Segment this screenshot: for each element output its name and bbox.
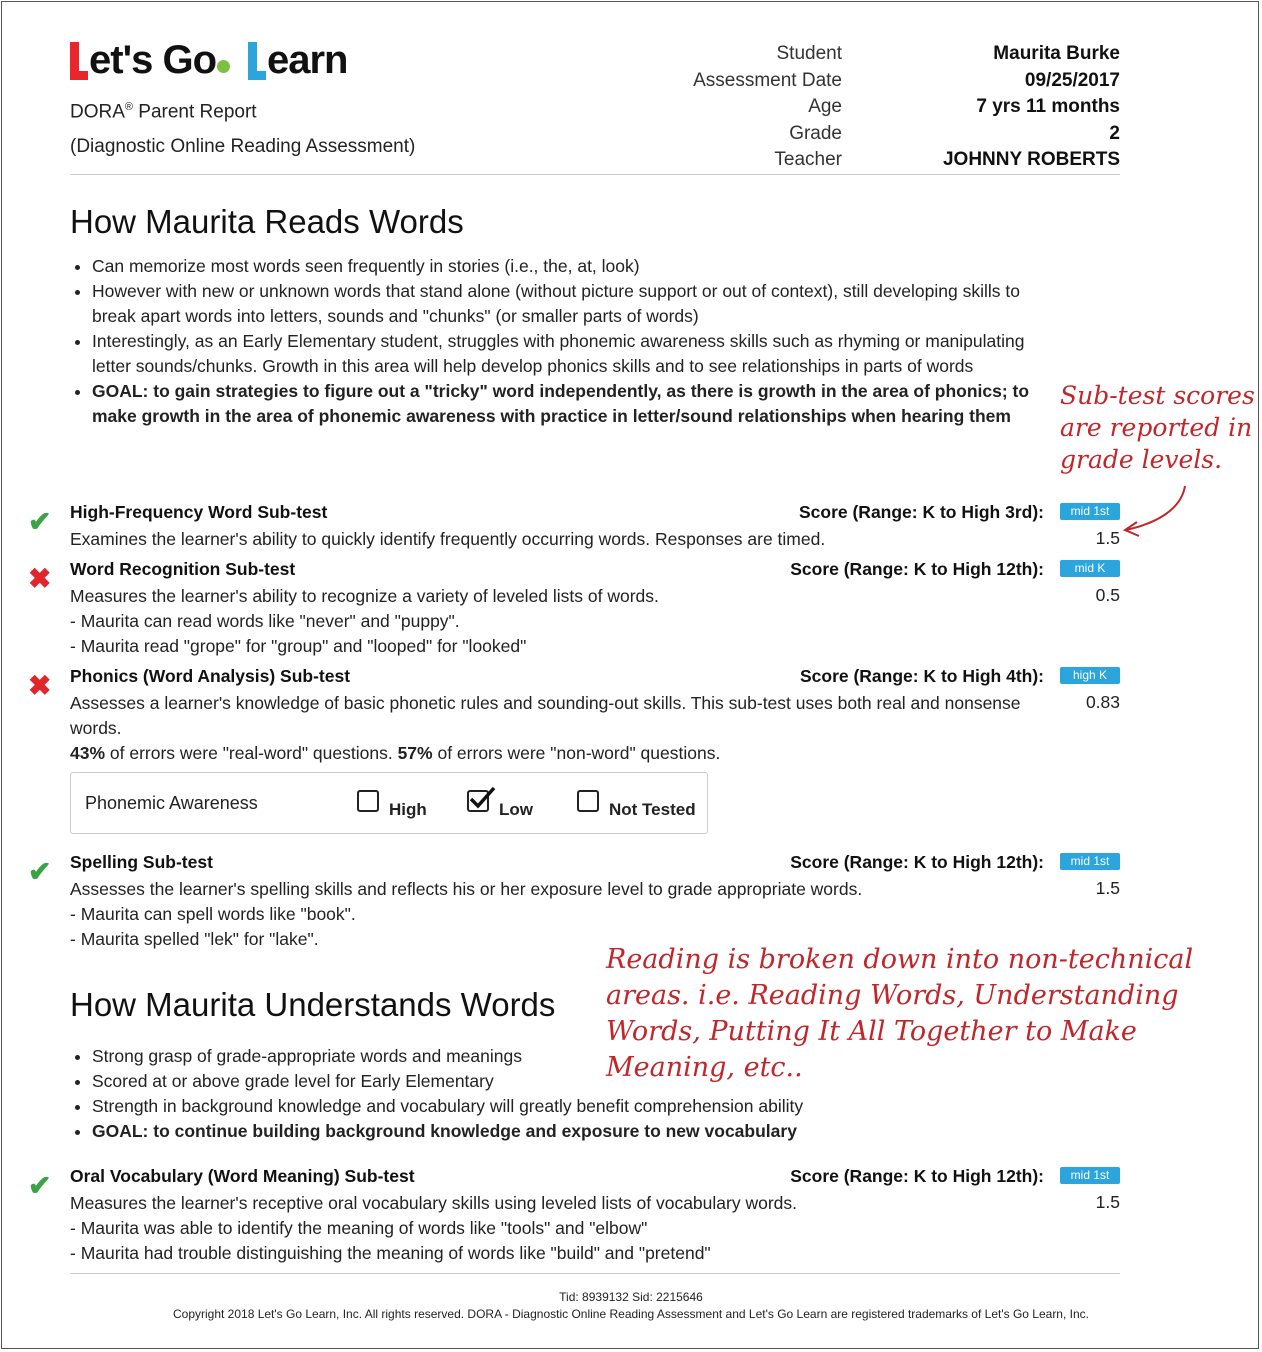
score-grade-badge: mid 1st: [1060, 503, 1120, 520]
bullet-item: • Interestingly, as an Early Elementary student, struggles with phonemic awareness skills such as rhyming or manipulating letter sounds/chunks. Growth in this area will help develop phonics skills and to see relationships in parts of words: [92, 329, 1060, 379]
annotation-scores-note: [1060, 380, 1255, 476]
subtest-score-range: Score (Range: K to High 12th):: [790, 1166, 1044, 1186]
score-value: 1.5: [1095, 528, 1120, 548]
subtest-title: Oral Vocabulary (Word Meaning) Sub-test: [70, 1166, 415, 1186]
meta-label: Teacher: [774, 149, 842, 170]
phonemic-checkbox-high[interactable]: [357, 790, 379, 812]
meta-value: 2: [1109, 123, 1120, 144]
subtest-title: High-Frequency Word Sub-test: [70, 502, 328, 522]
subtest-title: Spelling Sub-test: [70, 852, 213, 872]
phonemic-option-label: Low: [499, 800, 533, 819]
check-icon: ✔: [28, 856, 52, 887]
subtest-description-line: - Maurita read "grope" for "group" and "looped" for "looked": [70, 636, 527, 656]
meta-label: Age: [808, 96, 842, 117]
subtest-score-range: Score (Range: K to High 12th):: [790, 559, 1044, 579]
bullet-item: • Strength in background knowledge and vocabulary will greatly benefit comprehension ability: [92, 1094, 1060, 1119]
meta-label: Student: [776, 43, 842, 64]
bullet-item: • Scored at or above grade level for Early Elementary: [92, 1069, 1060, 1094]
error-text: of errors were "real-word" questions.: [105, 743, 398, 763]
subtest-description-line: Measures the learner's receptive oral vocabulary skills using leveled lists of vocabulary words.: [70, 1193, 798, 1213]
logo: et's Go earn: [70, 40, 348, 80]
phonemic-awareness-box: [70, 772, 708, 834]
meta-label: Assessment Date: [693, 70, 842, 91]
cross-icon: ✖: [28, 670, 52, 701]
meta-label: Grade: [789, 123, 842, 144]
meta-value: 7 yrs 11 months: [976, 96, 1120, 117]
report-subtitle: (Diagnostic Online Reading Assessment): [70, 136, 416, 157]
annotation-line: Words, Putting It All Together to Make: [606, 1016, 1137, 1047]
section-heading-understands: How Maurita Understands Words: [70, 986, 556, 1023]
divider: [70, 174, 1120, 175]
error-percent: 57%: [397, 743, 433, 763]
meta-value: JOHNNY ROBERTS: [942, 149, 1120, 170]
error-percent: 43%: [70, 743, 106, 763]
error-breakdown: [70, 741, 720, 766]
score-grade-badge: high K: [1060, 667, 1120, 684]
phonemic-option-label: High: [389, 800, 427, 819]
footer-divider: [70, 1273, 1120, 1274]
subtest-score-range: Score (Range: K to High 12th):: [790, 852, 1044, 872]
subtest-score-range: Score (Range: K to High 3rd):: [798, 502, 1044, 522]
meta-value: 09/25/2017: [1024, 70, 1120, 91]
subtest-description-line: Assesses a learner's knowledge of basic phonetic rules and sounding-out skills. This sub-test uses both real and nonsense: [70, 693, 1021, 713]
score-value: 1.5: [1095, 1192, 1120, 1212]
annotation-line: Sub-test scores: [1060, 381, 1255, 410]
bullet-item: • Can memorize most words seen frequently in stories (i.e., the, at, look): [92, 254, 1060, 279]
check-icon: ✔: [28, 1170, 52, 1201]
reads-bullets: [70, 254, 1060, 429]
annotation-line: Meaning, etc..: [606, 1052, 803, 1083]
subtest-description-line: - Maurita had trouble distinguishing the meaning of words like "build" and "pretend": [70, 1243, 711, 1263]
phonemic-checkbox-low[interactable]: [467, 790, 489, 812]
meta-value: Maurita Burke: [993, 43, 1120, 64]
bullet-item: • However with new or unknown words that stand alone (without picture support or out of context), still developing skills to break apart words into letters, sounds and "chunks" (or smaller parts of words): [92, 279, 1060, 329]
annotation-line: are reported in: [1060, 413, 1253, 442]
footer-copyright: Copyright 2018 Let's Go Learn, Inc. All rights reserved. DORA - Diagnostic Online Reading Assessment and Let's Go Learn are registered trademarks of Let's Go Learn, Inc.: [172, 1307, 1089, 1321]
subtest-score-range: Score (Range: K to High 4th):: [799, 666, 1044, 686]
subtest-description-line: Assesses the learner's spelling skills and reflects his or her exposure level to grade appropriate words.: [70, 879, 863, 899]
phonemic-awareness-label: Phonemic Awareness: [85, 793, 258, 813]
subtest-description-line: - Maurita was able to identify the meaning of words like "tools" and "elbow": [70, 1218, 648, 1238]
annotation-arrow-icon: [1115, 480, 1195, 542]
phonemic-option-label: Not Tested: [609, 800, 696, 819]
goal-item: • GOAL: to gain strategies to figure out a "tricky" word independently, as there is growth in the area of phonics; to make growth in the area of phonemic awareness with practice in letter/sound relationships when hearing them: [92, 379, 1060, 429]
score-grade-badge: mid 1st: [1060, 853, 1120, 870]
check-icon: ✔: [28, 506, 52, 537]
phonemic-checkbox-not-tested[interactable]: [577, 790, 599, 812]
section-heading-reads: How Maurita Reads Words: [70, 203, 464, 240]
cross-icon: ✖: [28, 563, 52, 594]
score-value: 0.5: [1095, 585, 1120, 605]
subtest-description-line: words.: [70, 718, 122, 738]
bullet-item: • Strong grasp of grade-appropriate words and meanings: [92, 1044, 1060, 1069]
goal-item: • GOAL: to continue building background knowledge and exposure to new vocabulary: [92, 1119, 1060, 1144]
checkmark-icon: [467, 785, 497, 811]
subtest-description-line: - Maurita can spell words like "book".: [70, 904, 356, 924]
subtest-title: Phonics (Word Analysis) Sub-test: [70, 666, 351, 686]
annotation-reading-note: [606, 942, 1193, 1086]
score-grade-badge: mid 1st: [1060, 1167, 1120, 1184]
subtest-description-line: Examines the learner's ability to quickly identify frequently occurring words. Responses are timed.: [70, 529, 826, 549]
annotation-line: grade levels.: [1060, 445, 1223, 474]
annotation-line: areas. i.e. Reading Words, Understanding: [606, 980, 1179, 1011]
report-title: DORA® Parent Report: [70, 101, 257, 123]
score-value: 0.83: [1085, 692, 1120, 712]
subtest-description-line: - Maurita spelled "lek" for "lake".: [70, 929, 319, 949]
footer-ids: Tid: 8939132 Sid: 2215646: [559, 1290, 703, 1304]
score-value: 1.5: [1095, 878, 1120, 898]
subtest-description-line: Measures the learner's ability to recognize a variety of leveled lists of words.: [70, 586, 659, 606]
annotation-line: Reading is broken down into non-technical: [606, 944, 1194, 975]
score-grade-badge: mid K: [1060, 560, 1120, 577]
error-text: of errors were "non-word" questions.: [432, 743, 721, 763]
subtest-description-line: - Maurita can read words like "never" and "puppy".: [70, 611, 460, 631]
subtest-title: Word Recognition Sub-test: [70, 559, 296, 579]
